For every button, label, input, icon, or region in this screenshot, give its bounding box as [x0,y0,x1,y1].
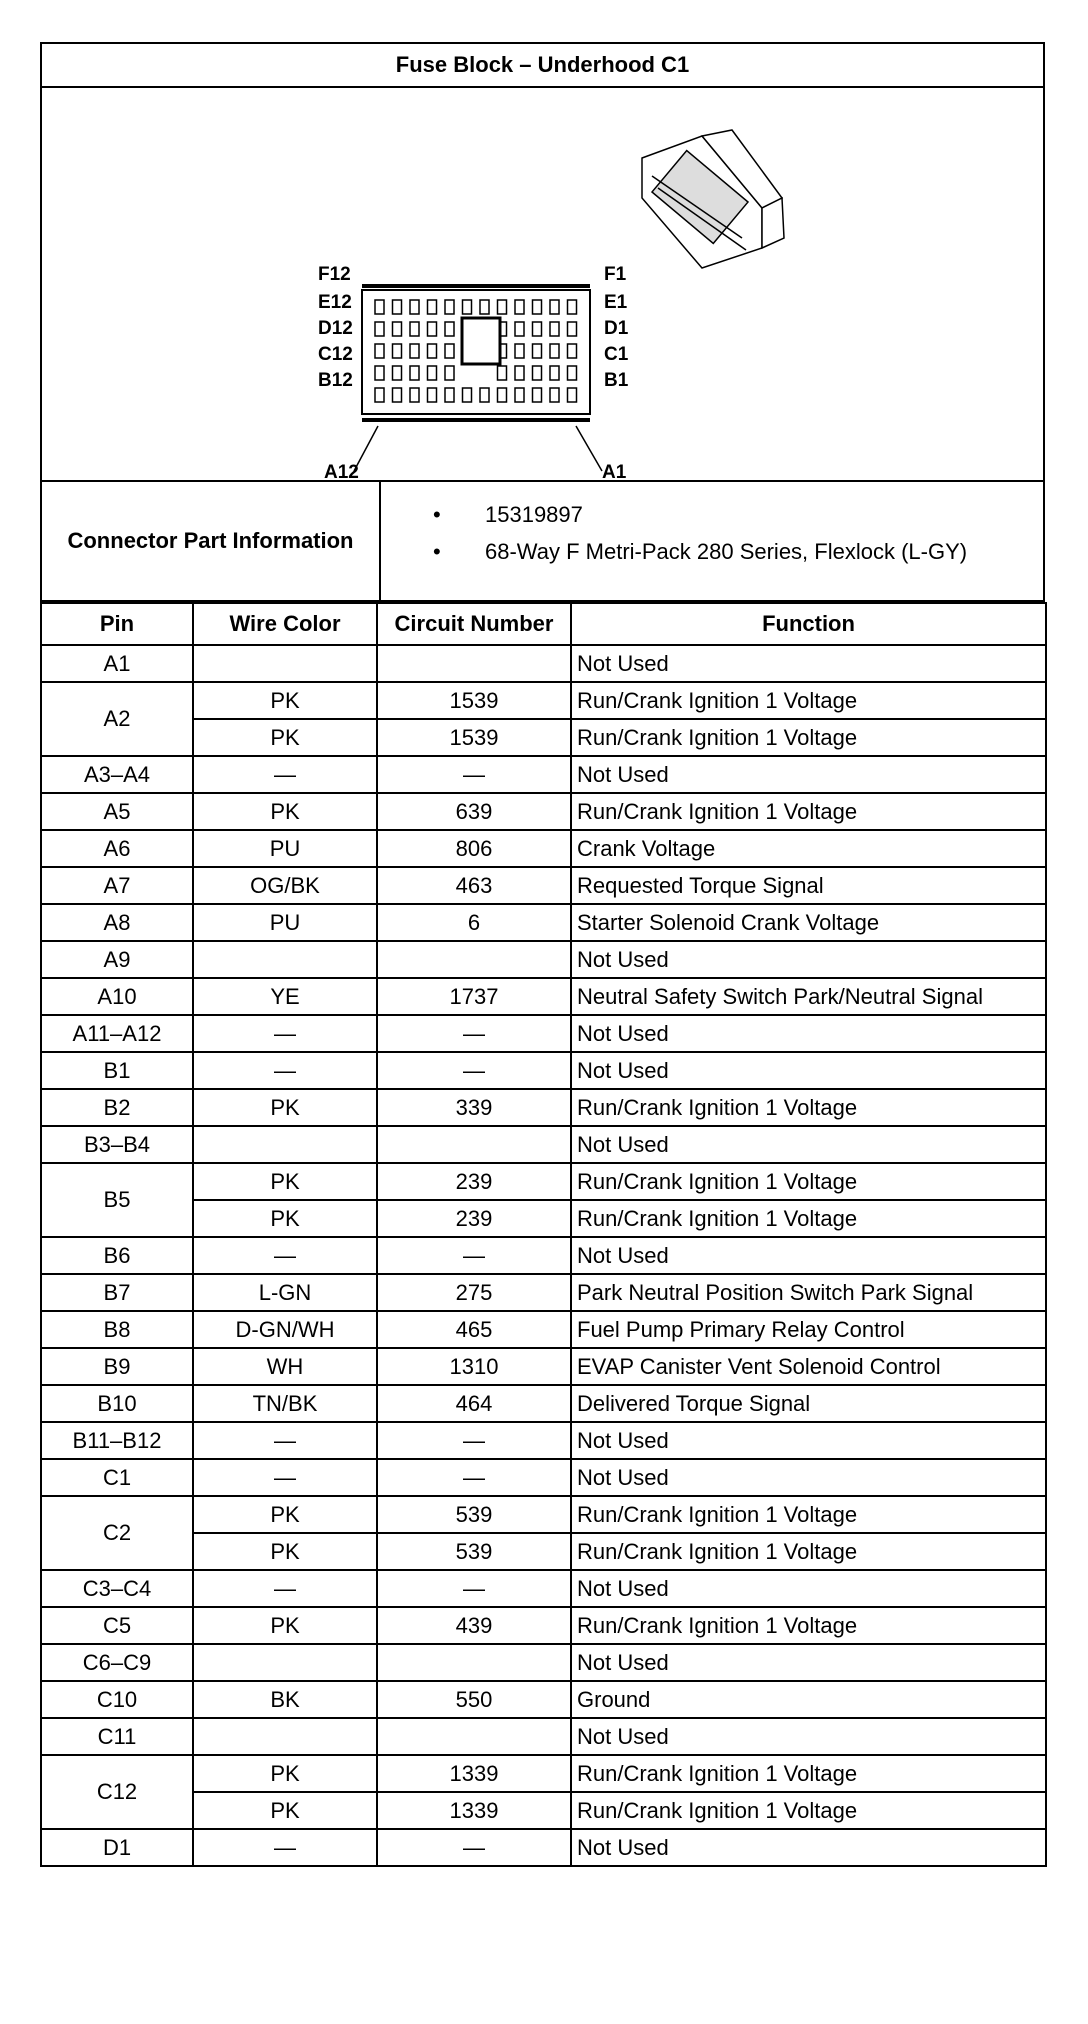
cell-function: Run/Crank Ignition 1 Voltage [571,793,1046,830]
pin-cavity [428,344,437,358]
cell-wire-color: — [193,1052,377,1089]
cell-pin: B8 [41,1311,193,1348]
cell-function: EVAP Canister Vent Solenoid Control [571,1348,1046,1385]
cell-circuit-number [377,941,571,978]
cell-pin: B9 [41,1348,193,1385]
cell-wire-color: PK [193,1496,377,1533]
cell-wire-color: WH [193,1348,377,1385]
cell-wire-color: TN/BK [193,1385,377,1422]
cell-wire-color: — [193,1570,377,1607]
pin-cavity [463,388,472,402]
table-row [41,1015,1046,1052]
table-row [41,645,1046,682]
cell-pin: A7 [41,867,193,904]
pin-cavity [498,300,507,314]
cell-circuit-number: 539 [377,1496,571,1533]
cell-pin: B10 [41,1385,193,1422]
label-a12: A12 [324,462,359,480]
cell-pin: C6–C9 [41,1644,193,1681]
pin-cavity [375,388,384,402]
cell-circuit-number: 439 [377,1607,571,1644]
cell-function: Not Used [571,1422,1046,1459]
header-wire-color: Wire Color [193,603,377,645]
cell-circuit-number: 463 [377,867,571,904]
cell-wire-color [193,1126,377,1163]
cell-function: Run/Crank Ignition 1 Voltage [571,1533,1046,1570]
pin-cavity [550,344,559,358]
cell-function: Not Used [571,941,1046,978]
cell-circuit-number: 639 [377,793,571,830]
row-label-left: D12 [318,318,353,339]
cell-pin: C2 [41,1496,193,1570]
pin-cavity [568,322,577,336]
table-row [41,1607,1046,1644]
cell-circuit-number: 239 [377,1200,571,1237]
cell-circuit-number: 539 [377,1533,571,1570]
pin-cavity [410,344,419,358]
cell-wire-color: — [193,1422,377,1459]
table-row [41,1644,1046,1681]
table-row [41,1755,1046,1792]
pin-table [40,602,1047,1867]
pin-cavity [550,300,559,314]
pin-cavity [533,322,542,336]
cell-function: Not Used [571,645,1046,682]
pin-table-header [41,603,1046,645]
cell-pin: A6 [41,830,193,867]
cell-circuit-number: — [377,1015,571,1052]
row-label-right: D1 [604,318,629,339]
pin-cavity [445,300,454,314]
table-row [41,1496,1046,1533]
cell-circuit-number [377,1644,571,1681]
cell-wire-color: PK [193,719,377,756]
cell-function: Not Used [571,1459,1046,1496]
pin-cavity [568,300,577,314]
cell-wire-color: PK [193,1200,377,1237]
connector-header-box [40,42,1045,602]
table-row [41,1570,1046,1607]
table-row [41,830,1046,867]
cell-circuit-number: 6 [377,904,571,941]
cell-function: Not Used [571,1644,1046,1681]
cell-function: Run/Crank Ignition 1 Voltage [571,1607,1046,1644]
cell-function: Run/Crank Ignition 1 Voltage [571,1755,1046,1792]
pin-cavity [393,388,402,402]
cell-pin: B2 [41,1089,193,1126]
pin-cavity [533,300,542,314]
table-row [41,682,1046,719]
table-row [41,1311,1046,1348]
pin-cavity [533,344,542,358]
table-row [41,1459,1046,1496]
row-label-right: B1 [604,370,629,391]
cell-pin: C12 [41,1755,193,1829]
cell-pin: C10 [41,1681,193,1718]
cell-wire-color: — [193,1829,377,1866]
pin-cavity [445,344,454,358]
cell-pin: C11 [41,1718,193,1755]
cell-circuit-number: 465 [377,1311,571,1348]
cell-function: Not Used [571,1237,1046,1274]
cell-circuit-number: 1539 [377,719,571,756]
cell-wire-color: — [193,1459,377,1496]
cell-function: Starter Solenoid Crank Voltage [571,904,1046,941]
cell-wire-color: PK [193,1755,377,1792]
page-title: Fuse Block – Underhood C1 [42,44,1043,88]
table-row [41,904,1046,941]
cell-pin: C1 [41,1459,193,1496]
pin-cavity [375,344,384,358]
connector-info-label: Connector Part Information [42,482,381,600]
pin-cavity [515,388,524,402]
cell-wire-color [193,645,377,682]
pin-cavity [393,322,402,336]
pin-cavity [410,366,419,380]
cell-function: Not Used [571,1570,1046,1607]
cell-circuit-number: 339 [377,1089,571,1126]
pin-table-body [41,645,1046,1866]
pin-cavity [445,322,454,336]
cell-pin: A3–A4 [41,756,193,793]
pin-cavity [550,388,559,402]
cell-circuit-number: 239 [377,1163,571,1200]
table-row [41,1348,1046,1385]
header-function: Function [571,603,1046,645]
cell-circuit-number: — [377,1459,571,1496]
cell-circuit-number: 1339 [377,1792,571,1829]
header-pin: Pin [41,603,193,645]
cell-circuit-number [377,645,571,682]
pin-cavity [428,388,437,402]
cell-function: Run/Crank Ignition 1 Voltage [571,682,1046,719]
cell-wire-color: PU [193,830,377,867]
pin-cavity [480,388,489,402]
cell-circuit-number: — [377,1829,571,1866]
table-row [41,1385,1046,1422]
cell-wire-color: — [193,1015,377,1052]
connector-face-icon [362,286,590,420]
pin-cavity [410,322,419,336]
table-row [41,1237,1046,1274]
cell-wire-color [193,1644,377,1681]
cell-function: Run/Crank Ignition 1 Voltage [571,1163,1046,1200]
table-row [41,1422,1046,1459]
cell-pin: A2 [41,682,193,756]
cell-pin: D1 [41,1829,193,1866]
cell-wire-color: L-GN [193,1274,377,1311]
connector-key [462,318,500,364]
pin-cavity [428,300,437,314]
cell-pin: B6 [41,1237,193,1274]
row-label-right: F1 [604,264,627,285]
row-label-right: C1 [604,344,629,365]
cell-function: Run/Crank Ignition 1 Voltage [571,1089,1046,1126]
table-row [41,793,1046,830]
pin-cavity [515,366,524,380]
table-row [41,867,1046,904]
cell-pin: A1 [41,645,193,682]
table-row [41,1126,1046,1163]
table-row [41,941,1046,978]
cell-function: Run/Crank Ignition 1 Voltage [571,719,1046,756]
pin-cavity [375,366,384,380]
cell-circuit-number: 275 [377,1274,571,1311]
cell-circuit-number: 1539 [377,682,571,719]
row-label-left: B12 [318,370,353,391]
pin-cavity [375,322,384,336]
cell-circuit-number: — [377,1237,571,1274]
cell-circuit-number: 1737 [377,978,571,1015]
table-row [41,1829,1046,1866]
cell-wire-color: PK [193,1089,377,1126]
pin-cavity [515,300,524,314]
cell-pin: A11–A12 [41,1015,193,1052]
pin-cavity [498,388,507,402]
cell-pin: B1 [41,1052,193,1089]
pin-cavity [568,344,577,358]
cell-circuit-number: 806 [377,830,571,867]
row-label-left: E12 [318,292,352,313]
pin-cavity [568,388,577,402]
table-row [41,1718,1046,1755]
pin-cavity [393,300,402,314]
cell-circuit-number: — [377,1052,571,1089]
pin-cavity [463,300,472,314]
row-label-right: E1 [604,292,628,313]
cell-wire-color [193,941,377,978]
connector-part-information [42,482,1043,602]
cell-wire-color: PK [193,682,377,719]
cell-function: Not Used [571,1015,1046,1052]
cell-circuit-number: 464 [377,1385,571,1422]
pin-cavity [445,388,454,402]
cell-wire-color: — [193,1237,377,1274]
cell-function: Fuel Pump Primary Relay Control [571,1311,1046,1348]
header-circuit-number: Circuit Number [377,603,571,645]
cell-wire-color: PK [193,1163,377,1200]
cell-function: Crank Voltage [571,830,1046,867]
cell-wire-color: PK [193,793,377,830]
cell-pin: B7 [41,1274,193,1311]
cell-circuit-number [377,1126,571,1163]
pin-cavity [428,322,437,336]
table-row [41,978,1046,1015]
pin-cavity [515,322,524,336]
pin-cavity [550,322,559,336]
cell-wire-color: PK [193,1533,377,1570]
pin-cavity [410,388,419,402]
cell-function: Neutral Safety Switch Park/Neutral Signal [571,978,1046,1015]
cell-function: Delivered Torque Signal [571,1385,1046,1422]
cell-function: Not Used [571,756,1046,793]
cell-function: Not Used [571,1718,1046,1755]
table-row [41,1163,1046,1200]
table-row [41,756,1046,793]
label-a1: A1 [602,462,627,480]
cell-circuit-number: — [377,1570,571,1607]
cell-pin: B11–B12 [41,1422,193,1459]
pin-cavity [375,300,384,314]
cell-function: Ground [571,1681,1046,1718]
pin-cavity [410,300,419,314]
connector-info-list [381,482,1043,600]
cell-pin: C5 [41,1607,193,1644]
pin-cavity [445,366,454,380]
table-row [41,1052,1046,1089]
cell-pin: C3–C4 [41,1570,193,1607]
cell-pin: A10 [41,978,193,1015]
cell-wire-color: PK [193,1792,377,1829]
table-row [41,1274,1046,1311]
cell-wire-color: OG/BK [193,867,377,904]
cell-function: Not Used [571,1829,1046,1866]
cell-function: Park Neutral Position Switch Park Signal [571,1274,1046,1311]
pin-cavity [393,344,402,358]
cell-pin: A5 [41,793,193,830]
cell-pin: A8 [41,904,193,941]
pin-cavity [568,366,577,380]
pin-cavity [428,366,437,380]
cell-function: Run/Crank Ignition 1 Voltage [571,1200,1046,1237]
cell-circuit-number: 1310 [377,1348,571,1385]
pin-cavity [533,388,542,402]
connector-drawing [42,88,1043,480]
cell-wire-color: D-GN/WH [193,1311,377,1348]
cell-wire-color: — [193,756,377,793]
cell-function: Run/Crank Ignition 1 Voltage [571,1792,1046,1829]
connector-diagram [42,88,1043,482]
cell-pin: B5 [41,1163,193,1237]
pin-cavity [498,366,507,380]
connector-thumbnail-icon [642,130,784,268]
cell-circuit-number: 1339 [377,1755,571,1792]
cell-circuit-number: — [377,756,571,793]
pin-cavity [550,366,559,380]
connector-document [40,42,1045,1867]
cell-wire-color: PU [193,904,377,941]
cell-wire-color: YE [193,978,377,1015]
cell-wire-color: PK [193,1607,377,1644]
pin-cavity [515,344,524,358]
cell-circuit-number: 550 [377,1681,571,1718]
connector-info-item: • 15319897 [381,496,1043,533]
row-label-left: C12 [318,344,353,365]
cell-function: Not Used [571,1052,1046,1089]
row-label-left: F12 [318,264,351,285]
cell-pin: B3–B4 [41,1126,193,1163]
cell-wire-color: BK [193,1681,377,1718]
cell-wire-color [193,1718,377,1755]
connector-info-item: • 68-Way F Metri-Pack 280 Series, Flexlock (L-GY) [381,533,1043,570]
cell-function: Requested Torque Signal [571,867,1046,904]
pin-cavity [533,366,542,380]
pin-cavity [480,300,489,314]
cell-function: Not Used [571,1126,1046,1163]
pin-cavity [393,366,402,380]
table-row [41,1089,1046,1126]
cell-function: Run/Crank Ignition 1 Voltage [571,1496,1046,1533]
table-row [41,1681,1046,1718]
cell-pin: A9 [41,941,193,978]
cell-circuit-number [377,1718,571,1755]
cell-circuit-number: — [377,1422,571,1459]
